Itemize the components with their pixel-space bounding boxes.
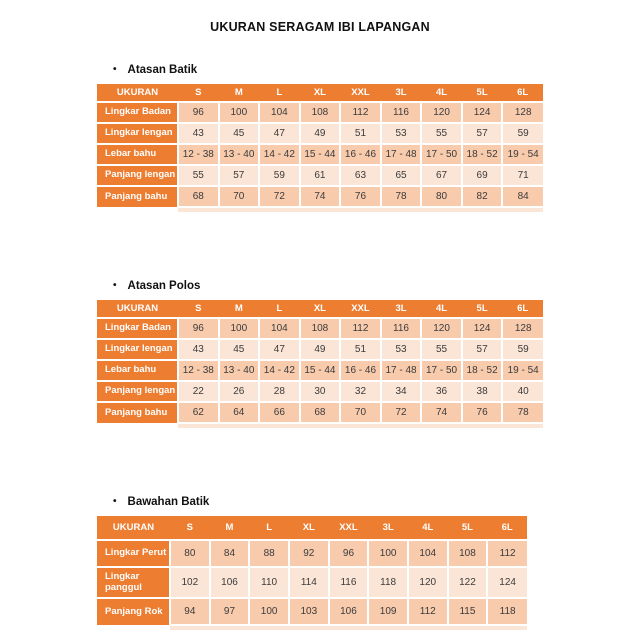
column-header: 3L bbox=[381, 300, 422, 318]
table-cell: 96 bbox=[178, 318, 219, 339]
column-header: 6L bbox=[502, 84, 543, 102]
table-cell: 38 bbox=[462, 381, 503, 402]
table-cell: 19 - 54 bbox=[502, 360, 543, 381]
strip-cell bbox=[178, 423, 219, 428]
column-header: UKURAN bbox=[97, 84, 178, 102]
table-cell: 32 bbox=[340, 381, 381, 402]
strip-cell bbox=[259, 423, 300, 428]
table-cell: 84 bbox=[502, 186, 543, 207]
table-row bbox=[97, 144, 543, 165]
table-row bbox=[97, 339, 543, 360]
section-heading bbox=[113, 496, 543, 508]
table-cell: 55 bbox=[178, 165, 219, 186]
table-cell: 49 bbox=[300, 339, 341, 360]
table-cell: 100 bbox=[219, 102, 260, 123]
table-cell: 36 bbox=[421, 381, 462, 402]
section-heading-label: Atasan Batik bbox=[127, 64, 198, 76]
table-cell: 57 bbox=[462, 123, 503, 144]
table-cell: 26 bbox=[219, 381, 260, 402]
strip-cell bbox=[289, 625, 329, 630]
table-cell: 112 bbox=[487, 540, 527, 567]
strip-cell bbox=[340, 207, 381, 212]
row-label: Panjang lengan bbox=[97, 381, 178, 402]
bullet-icon: • bbox=[113, 280, 117, 291]
table-cell: 55 bbox=[421, 123, 462, 144]
table-cell: 16 - 46 bbox=[340, 360, 381, 381]
column-header: UKURAN bbox=[97, 300, 178, 318]
table-cell: 72 bbox=[259, 186, 300, 207]
column-header: L bbox=[249, 516, 289, 540]
table-cell: 124 bbox=[462, 102, 503, 123]
table-cell: 118 bbox=[487, 598, 527, 625]
column-header: M bbox=[219, 84, 260, 102]
table-cell: 17 - 48 bbox=[381, 360, 422, 381]
strip-cell bbox=[300, 207, 341, 212]
table-cell: 96 bbox=[178, 102, 219, 123]
table-cell: 124 bbox=[487, 567, 527, 598]
table-cell: 120 bbox=[408, 567, 448, 598]
table-cell: 104 bbox=[408, 540, 448, 567]
table-bottom-strip bbox=[97, 207, 543, 212]
strip-cell bbox=[448, 625, 488, 630]
table-cell: 114 bbox=[289, 567, 329, 598]
table-row bbox=[97, 381, 543, 402]
table-cell: 22 bbox=[178, 381, 219, 402]
column-header: 5L bbox=[462, 300, 503, 318]
table-cell: 34 bbox=[381, 381, 422, 402]
table-row bbox=[97, 360, 543, 381]
strip-cell bbox=[408, 625, 448, 630]
table-cell: 76 bbox=[462, 402, 503, 423]
table-cell: 92 bbox=[289, 540, 329, 567]
table-cell: 80 bbox=[170, 540, 210, 567]
table-cell: 78 bbox=[502, 402, 543, 423]
row-label: Lingkar lengan bbox=[97, 123, 178, 144]
table-cell: 57 bbox=[462, 339, 503, 360]
table-row bbox=[97, 186, 543, 207]
column-header: S bbox=[178, 300, 219, 318]
table-cell: 18 - 52 bbox=[462, 360, 503, 381]
table-cell: 100 bbox=[219, 318, 260, 339]
table-cell: 74 bbox=[300, 186, 341, 207]
table-cell: 100 bbox=[368, 540, 408, 567]
table-row bbox=[97, 540, 527, 567]
column-header: L bbox=[259, 300, 300, 318]
table-row bbox=[97, 402, 543, 423]
table-cell: 43 bbox=[178, 339, 219, 360]
table-cell: 71 bbox=[502, 165, 543, 186]
row-label: Panjang bahu bbox=[97, 402, 178, 423]
table-row bbox=[97, 123, 543, 144]
section-heading-label: Atasan Polos bbox=[127, 280, 201, 292]
table-row bbox=[97, 102, 543, 123]
table-bottom-strip bbox=[97, 423, 543, 428]
table-cell: 61 bbox=[300, 165, 341, 186]
table-cell: 120 bbox=[421, 102, 462, 123]
column-header: XL bbox=[300, 300, 341, 318]
table-cell: 66 bbox=[259, 402, 300, 423]
column-header: M bbox=[219, 300, 260, 318]
table-cell: 59 bbox=[259, 165, 300, 186]
strip-cell bbox=[368, 625, 408, 630]
table-cell: 124 bbox=[462, 318, 503, 339]
table-cell: 70 bbox=[219, 186, 260, 207]
table-cell: 106 bbox=[210, 567, 250, 598]
table-cell: 128 bbox=[502, 318, 543, 339]
table-cell: 30 bbox=[300, 381, 341, 402]
table-cell: 62 bbox=[178, 402, 219, 423]
table-cell: 47 bbox=[259, 123, 300, 144]
column-header: XXL bbox=[329, 516, 369, 540]
size-table-atasan-batik bbox=[97, 84, 543, 212]
table-cell: 57 bbox=[219, 165, 260, 186]
strip-cell bbox=[178, 207, 219, 212]
bullet-icon: • bbox=[113, 496, 117, 507]
strip-cell bbox=[170, 625, 210, 630]
table-cell: 17 - 50 bbox=[421, 360, 462, 381]
table-bottom-strip bbox=[97, 625, 527, 630]
column-header: XL bbox=[289, 516, 329, 540]
table-cell: 108 bbox=[300, 318, 341, 339]
table-cell: 110 bbox=[249, 567, 289, 598]
table-cell: 13 - 40 bbox=[219, 144, 260, 165]
column-header: 3L bbox=[381, 84, 422, 102]
table-cell: 51 bbox=[340, 123, 381, 144]
table-cell: 74 bbox=[421, 402, 462, 423]
table-cell: 63 bbox=[340, 165, 381, 186]
row-label: Lingkar Badan bbox=[97, 102, 178, 123]
strip-cell bbox=[421, 207, 462, 212]
table-cell: 13 - 40 bbox=[219, 360, 260, 381]
strip-cell bbox=[259, 207, 300, 212]
table-cell: 59 bbox=[502, 123, 543, 144]
row-label: Lingkar Perut bbox=[97, 540, 170, 567]
strip-cell bbox=[210, 625, 250, 630]
table-cell: 84 bbox=[210, 540, 250, 567]
table-cell: 120 bbox=[421, 318, 462, 339]
table-cell: 53 bbox=[381, 339, 422, 360]
table-cell: 109 bbox=[368, 598, 408, 625]
column-header: XL bbox=[300, 84, 341, 102]
column-header: L bbox=[259, 84, 300, 102]
strip-spacer bbox=[97, 625, 170, 630]
row-label: Lebar bahu bbox=[97, 360, 178, 381]
size-table-atasan-polos bbox=[97, 300, 543, 428]
strip-cell bbox=[219, 423, 260, 428]
column-header: S bbox=[170, 516, 210, 540]
table-cell: 112 bbox=[340, 318, 381, 339]
strip-cell bbox=[421, 423, 462, 428]
strip-cell bbox=[329, 625, 369, 630]
strip-cell bbox=[249, 625, 289, 630]
section-heading bbox=[113, 64, 543, 76]
column-header: UKURAN bbox=[97, 516, 170, 540]
table-cell: 116 bbox=[381, 318, 422, 339]
table-cell: 116 bbox=[329, 567, 369, 598]
table-cell: 16 - 46 bbox=[340, 144, 381, 165]
strip-spacer bbox=[97, 423, 178, 428]
table-cell: 14 - 42 bbox=[259, 360, 300, 381]
strip-cell bbox=[300, 423, 341, 428]
row-label: Panjang bahu bbox=[97, 186, 178, 207]
table-cell: 104 bbox=[259, 102, 300, 123]
strip-cell bbox=[381, 423, 422, 428]
row-label: Lingkar lengan bbox=[97, 339, 178, 360]
table-cell: 97 bbox=[210, 598, 250, 625]
table-cell: 70 bbox=[340, 402, 381, 423]
section-atasan-polos bbox=[97, 280, 543, 428]
table-cell: 106 bbox=[329, 598, 369, 625]
table-cell: 72 bbox=[381, 402, 422, 423]
table-cell: 103 bbox=[289, 598, 329, 625]
table-cell: 68 bbox=[300, 402, 341, 423]
strip-cell bbox=[502, 423, 543, 428]
table-cell: 122 bbox=[448, 567, 488, 598]
table-cell: 115 bbox=[448, 598, 488, 625]
table-cell: 12 - 38 bbox=[178, 360, 219, 381]
table-cell: 51 bbox=[340, 339, 381, 360]
table-cell: 76 bbox=[340, 186, 381, 207]
table-cell: 94 bbox=[170, 598, 210, 625]
table-cell: 82 bbox=[462, 186, 503, 207]
table-cell: 112 bbox=[340, 102, 381, 123]
table-cell: 15 - 44 bbox=[300, 360, 341, 381]
row-label: Lebar bahu bbox=[97, 144, 178, 165]
table-cell: 17 - 50 bbox=[421, 144, 462, 165]
table-cell: 108 bbox=[300, 102, 341, 123]
table-cell: 64 bbox=[219, 402, 260, 423]
size-table-bawahan-batik bbox=[97, 516, 527, 630]
table-cell: 15 - 44 bbox=[300, 144, 341, 165]
table-cell: 67 bbox=[421, 165, 462, 186]
table-cell: 112 bbox=[408, 598, 448, 625]
column-header: 4L bbox=[421, 300, 462, 318]
table-cell: 49 bbox=[300, 123, 341, 144]
table-cell: 45 bbox=[219, 339, 260, 360]
table-cell: 88 bbox=[249, 540, 289, 567]
table-row bbox=[97, 165, 543, 186]
table-header-row bbox=[97, 300, 543, 318]
bullet-icon: • bbox=[113, 64, 117, 75]
table-row bbox=[97, 567, 527, 598]
table-cell: 116 bbox=[381, 102, 422, 123]
strip-cell bbox=[462, 423, 503, 428]
table-cell: 17 - 48 bbox=[381, 144, 422, 165]
table-cell: 65 bbox=[381, 165, 422, 186]
strip-spacer bbox=[97, 207, 178, 212]
table-cell: 45 bbox=[219, 123, 260, 144]
column-header: 6L bbox=[487, 516, 527, 540]
table-header-row bbox=[97, 516, 527, 540]
table-cell: 118 bbox=[368, 567, 408, 598]
section-heading-label: Bawahan Batik bbox=[127, 496, 210, 508]
column-header: M bbox=[210, 516, 250, 540]
table-cell: 108 bbox=[448, 540, 488, 567]
section-heading bbox=[113, 280, 543, 292]
row-label: Lingkar Badan bbox=[97, 318, 178, 339]
strip-cell bbox=[502, 207, 543, 212]
table-cell: 14 - 42 bbox=[259, 144, 300, 165]
column-header: 4L bbox=[408, 516, 448, 540]
strip-cell bbox=[487, 625, 527, 630]
table-cell: 43 bbox=[178, 123, 219, 144]
section-atasan-batik bbox=[97, 64, 543, 212]
table-cell: 59 bbox=[502, 339, 543, 360]
column-header: 5L bbox=[448, 516, 488, 540]
table-cell: 40 bbox=[502, 381, 543, 402]
table-cell: 28 bbox=[259, 381, 300, 402]
column-header: 6L bbox=[502, 300, 543, 318]
page-title: UKURAN SERAGAM IBI LAPANGAN bbox=[210, 20, 430, 34]
column-header: S bbox=[178, 84, 219, 102]
column-header: XXL bbox=[340, 300, 381, 318]
table-cell: 19 - 54 bbox=[502, 144, 543, 165]
table-cell: 12 - 38 bbox=[178, 144, 219, 165]
table-cell: 78 bbox=[381, 186, 422, 207]
table-cell: 102 bbox=[170, 567, 210, 598]
row-label: Panjang Rok bbox=[97, 598, 170, 625]
strip-cell bbox=[219, 207, 260, 212]
column-header: 3L bbox=[368, 516, 408, 540]
column-header: XXL bbox=[340, 84, 381, 102]
table-cell: 100 bbox=[249, 598, 289, 625]
column-header: 4L bbox=[421, 84, 462, 102]
table-cell: 68 bbox=[178, 186, 219, 207]
strip-cell bbox=[381, 207, 422, 212]
table-cell: 18 - 52 bbox=[462, 144, 503, 165]
table-cell: 128 bbox=[502, 102, 543, 123]
table-row bbox=[97, 318, 543, 339]
sections-container bbox=[97, 64, 543, 630]
table-cell: 104 bbox=[259, 318, 300, 339]
table-cell: 55 bbox=[421, 339, 462, 360]
table-cell: 69 bbox=[462, 165, 503, 186]
table-header-row bbox=[97, 84, 543, 102]
strip-cell bbox=[340, 423, 381, 428]
section-bawahan-batik bbox=[97, 496, 543, 630]
row-label: Panjang lengan bbox=[97, 165, 178, 186]
row-label: Lingkar panggul bbox=[97, 567, 170, 598]
table-cell: 53 bbox=[381, 123, 422, 144]
table-cell: 96 bbox=[329, 540, 369, 567]
table-cell: 47 bbox=[259, 339, 300, 360]
strip-cell bbox=[462, 207, 503, 212]
table-cell: 80 bbox=[421, 186, 462, 207]
table-row bbox=[97, 598, 527, 625]
column-header: 5L bbox=[462, 84, 503, 102]
